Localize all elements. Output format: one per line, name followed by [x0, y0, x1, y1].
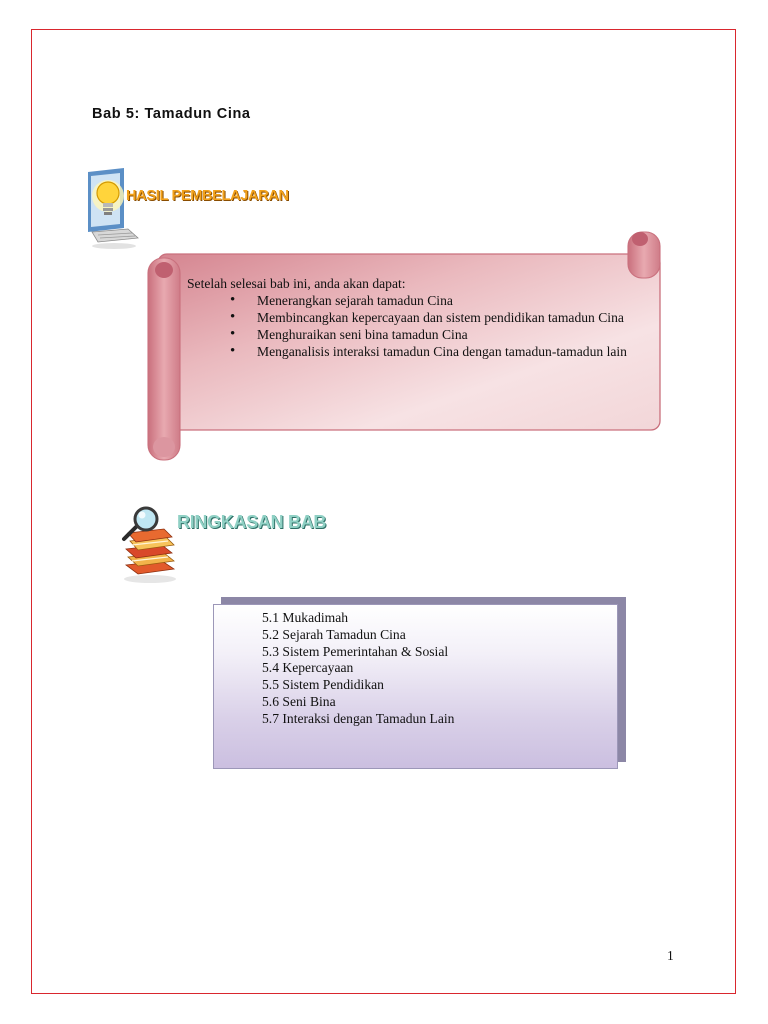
books-magnifier-icon: [118, 505, 182, 585]
learning-outcomes-scroll: [140, 222, 666, 466]
chapter-section-item: 5.6 Seni Bina: [262, 693, 336, 709]
learning-outcomes-intro: Setelah selesai bab ini, anda akan dapat:: [187, 276, 406, 291]
chapter-section-item: 5.3 Sistem Pemerintahan & Sosial: [262, 643, 449, 659]
chapter-sections-list: [262, 610, 454, 728]
page-number: 1: [667, 948, 674, 963]
chapter-section-item: 5.4 Kepercayaan: [262, 660, 354, 676]
chapter-summary-box: [213, 604, 618, 769]
chapter-section-item: 5.5 Sistem Pendidikan: [262, 677, 384, 693]
chapter-summary-banner: [118, 505, 358, 585]
learning-outcomes-banner-title: HASIL PEMBELAJARAN: [126, 188, 289, 204]
chapter-section-item: 5.1 Mukadimah: [262, 610, 349, 625]
chapter-section-item: 5.7 Interaksi dengan Tamadun Lain: [262, 710, 455, 726]
learning-outcome-item: • Membincangkan kepercayaan dan sistem pendidikan tamadun Cina: [257, 309, 635, 326]
learning-outcome-item: • Menerangkan sejarah tamadun Cina: [257, 292, 635, 309]
chapter-summary-banner-title: RINGKASAN BAB: [177, 512, 327, 532]
learning-outcomes-list: [187, 292, 635, 360]
chapter-section-item: 5.2 Sejarah Tamadun Cina: [262, 626, 406, 642]
learning-outcome-item: • Menganalisis interaksi tamadun Cina dengan tamadun-tamadun lain: [257, 343, 635, 360]
learning-outcome-item: • Menghuraikan seni bina tamadun Cina: [257, 326, 635, 343]
monitor-lightbulb-icon: [84, 166, 144, 250]
learning-outcomes-content: [187, 275, 635, 360]
chapter-title: Bab 5: Tamadun Cina: [92, 106, 251, 122]
